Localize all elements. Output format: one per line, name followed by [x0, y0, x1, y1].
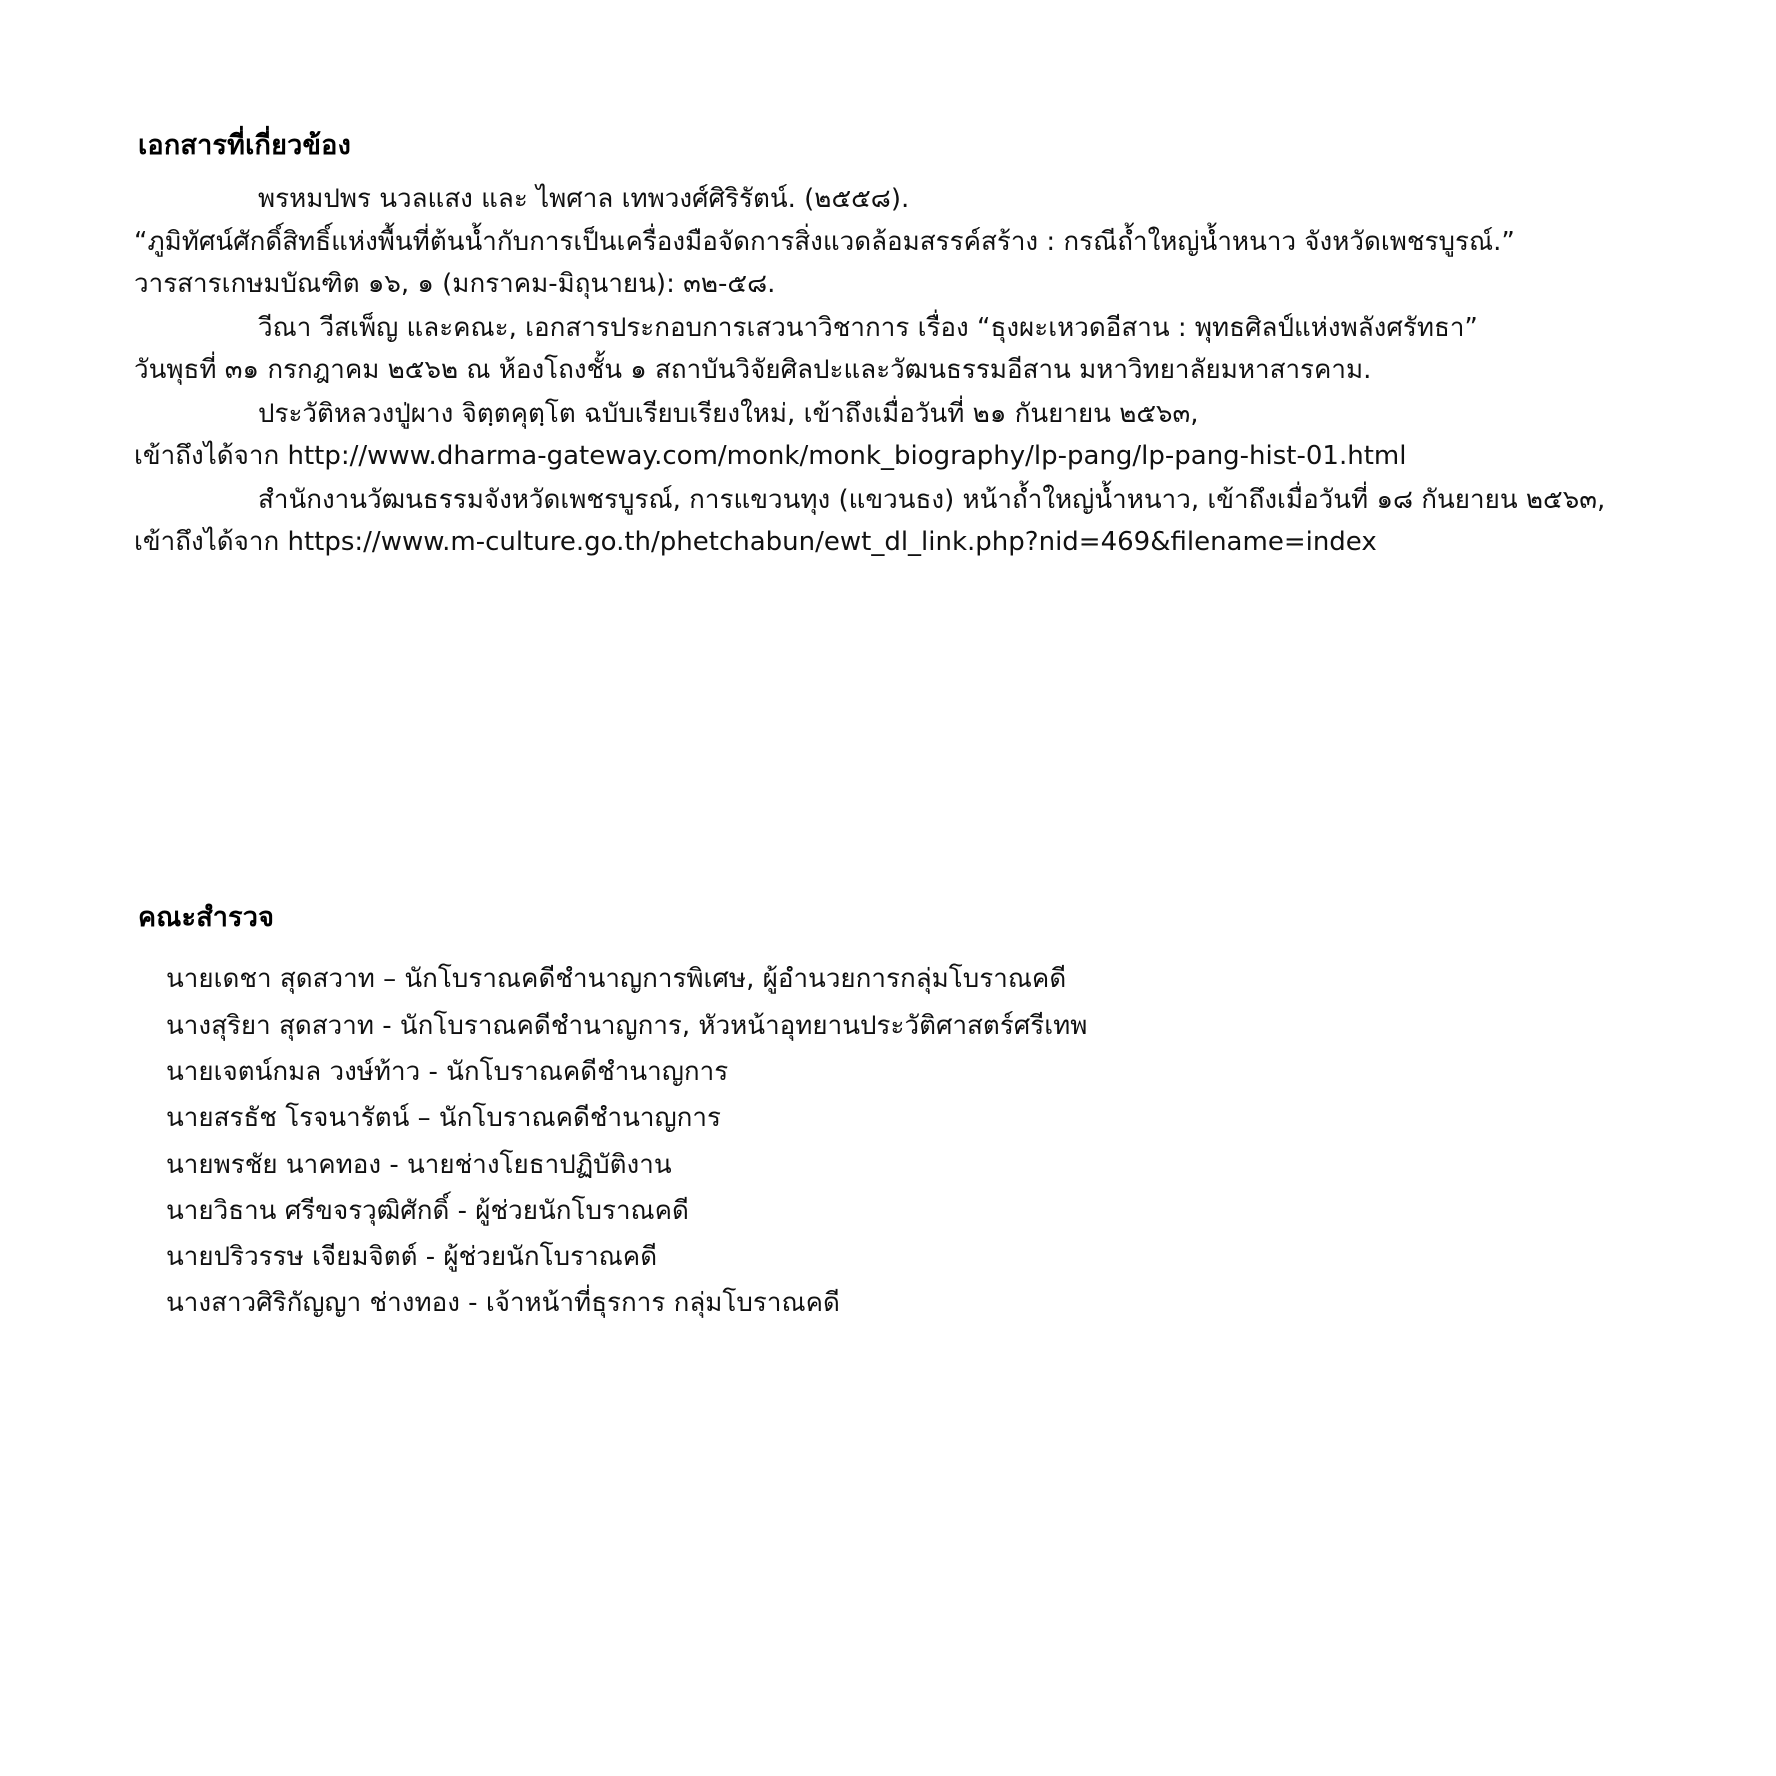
reference-line: “ภูมิทัศน์ศักดิ์สิทธิ์แห่งพื้นที่ต้นน้ำกับการเป็นเครื่องมือจัดการสิ่งแวดล้อมสรรค์สร้าง : กรณีถ้ำใหญ่น้ำหนาว จังหวัดเพชรบูรณ์.” [134, 226, 1515, 257]
reference-entry [134, 393, 1658, 477]
list-item: นายเดชา สุดสวาท – นักโบราณคดีชำนาญการพิเศษ, ผู้อำนวยการกลุ่มโบราณคดี [166, 964, 1067, 995]
survey-team-heading: คณะสำรวจ [138, 902, 275, 933]
reference-line: สำนักงานวัฒนธรรมจังหวัดเพชรบูรณ์, การแขวนทุง (แขวนธง) หน้าถ้ำใหญ่น้ำหนาว, เข้าถึงเมื่อวันที่ ๑๘ กันยายน ๒๕๖๓, [258, 485, 1606, 516]
reference-line: วันพุธที่ ๓๑ กรกฎาคม ๒๕๖๒ ณ ห้องโถงชั้น ๑ สถาบันวิจัยศิลปะและวัฒนธรรมอีสาน มหาวิทยาลัยมหาสารคาม. [134, 354, 1372, 385]
reference-line: วารสารเกษมบัณฑิต ๑๖, ๑ (มกราคม-มิถุนายน): ๓๒-๕๘. [134, 268, 776, 299]
reference-entry [134, 178, 1658, 304]
reference-line: ประวัติหลวงปู่ผาง จิตฺตคุตฺโต ฉบับเรียบเรียงใหม่, เข้าถึงเมื่อวันที่ ๒๑ กันยายน ๒๕๖๓, [258, 398, 1199, 429]
list-item: นายวิธาน ศรีขจรวุฒิศักดิ์ - ผู้ช่วยนักโบราณคดี [166, 1195, 689, 1226]
references-section [134, 128, 1658, 565]
list-item: นายสรธัช โรจนารัตน์ – นักโบราณคดีชำนาญการ [166, 1103, 721, 1134]
references-heading: เอกสารที่เกี่ยวข้อง [138, 130, 351, 161]
list-item: นายปริวรรษ เจียมจิตต์ - ผู้ช่วยนักโบราณคดี [166, 1242, 658, 1273]
list-item: นางสุริยา สุดสวาท - นักโบราณคดีชำนาญการ, หัวหน้าอุทยานประวัติศาสตร์ศรีเทพ [166, 1010, 1088, 1041]
reference-link: เข้าถึงได้จาก http://www.dharma-gateway.com/monk/monk_biography/lp-pang/lp-pang-hist-01.html [134, 441, 1407, 472]
survey-team-section [138, 900, 1658, 1327]
reference-entry [134, 479, 1658, 563]
list-item: นางสาวศิริกัญญา ช่างทอง - เจ้าหน้าที่ธุรการ กลุ่มโบราณคดี [166, 1288, 840, 1319]
reference-line: พรหมปพร นวลแสง และ ไพศาล เทพวงศ์ศิริรัตน์. (๒๕๕๘). [258, 184, 910, 215]
reference-entry [134, 307, 1658, 391]
list-item: นายพรชัย นาคทอง - นายช่างโยธาปฏิบัติงาน [166, 1149, 672, 1180]
list-item: นายเจตน์กมล วงษ์ท้าว - นักโบราณคดีชำนาญการ [166, 1056, 729, 1087]
reference-line: วีณา วีสเพ็ญ และคณะ, เอกสารประกอบการเสวนาวิชาการ เรื่อง “ธุงผะเหวดอีสาน : พุทธศิลป์แห่งพลังศรัทธา” [258, 312, 1478, 343]
survey-team-list [138, 956, 1658, 1326]
reference-link: เข้าถึงได้จาก https://www.m-culture.go.th/phetchabun/ewt_dl_link.php?nid=469&filename=index [134, 527, 1377, 558]
